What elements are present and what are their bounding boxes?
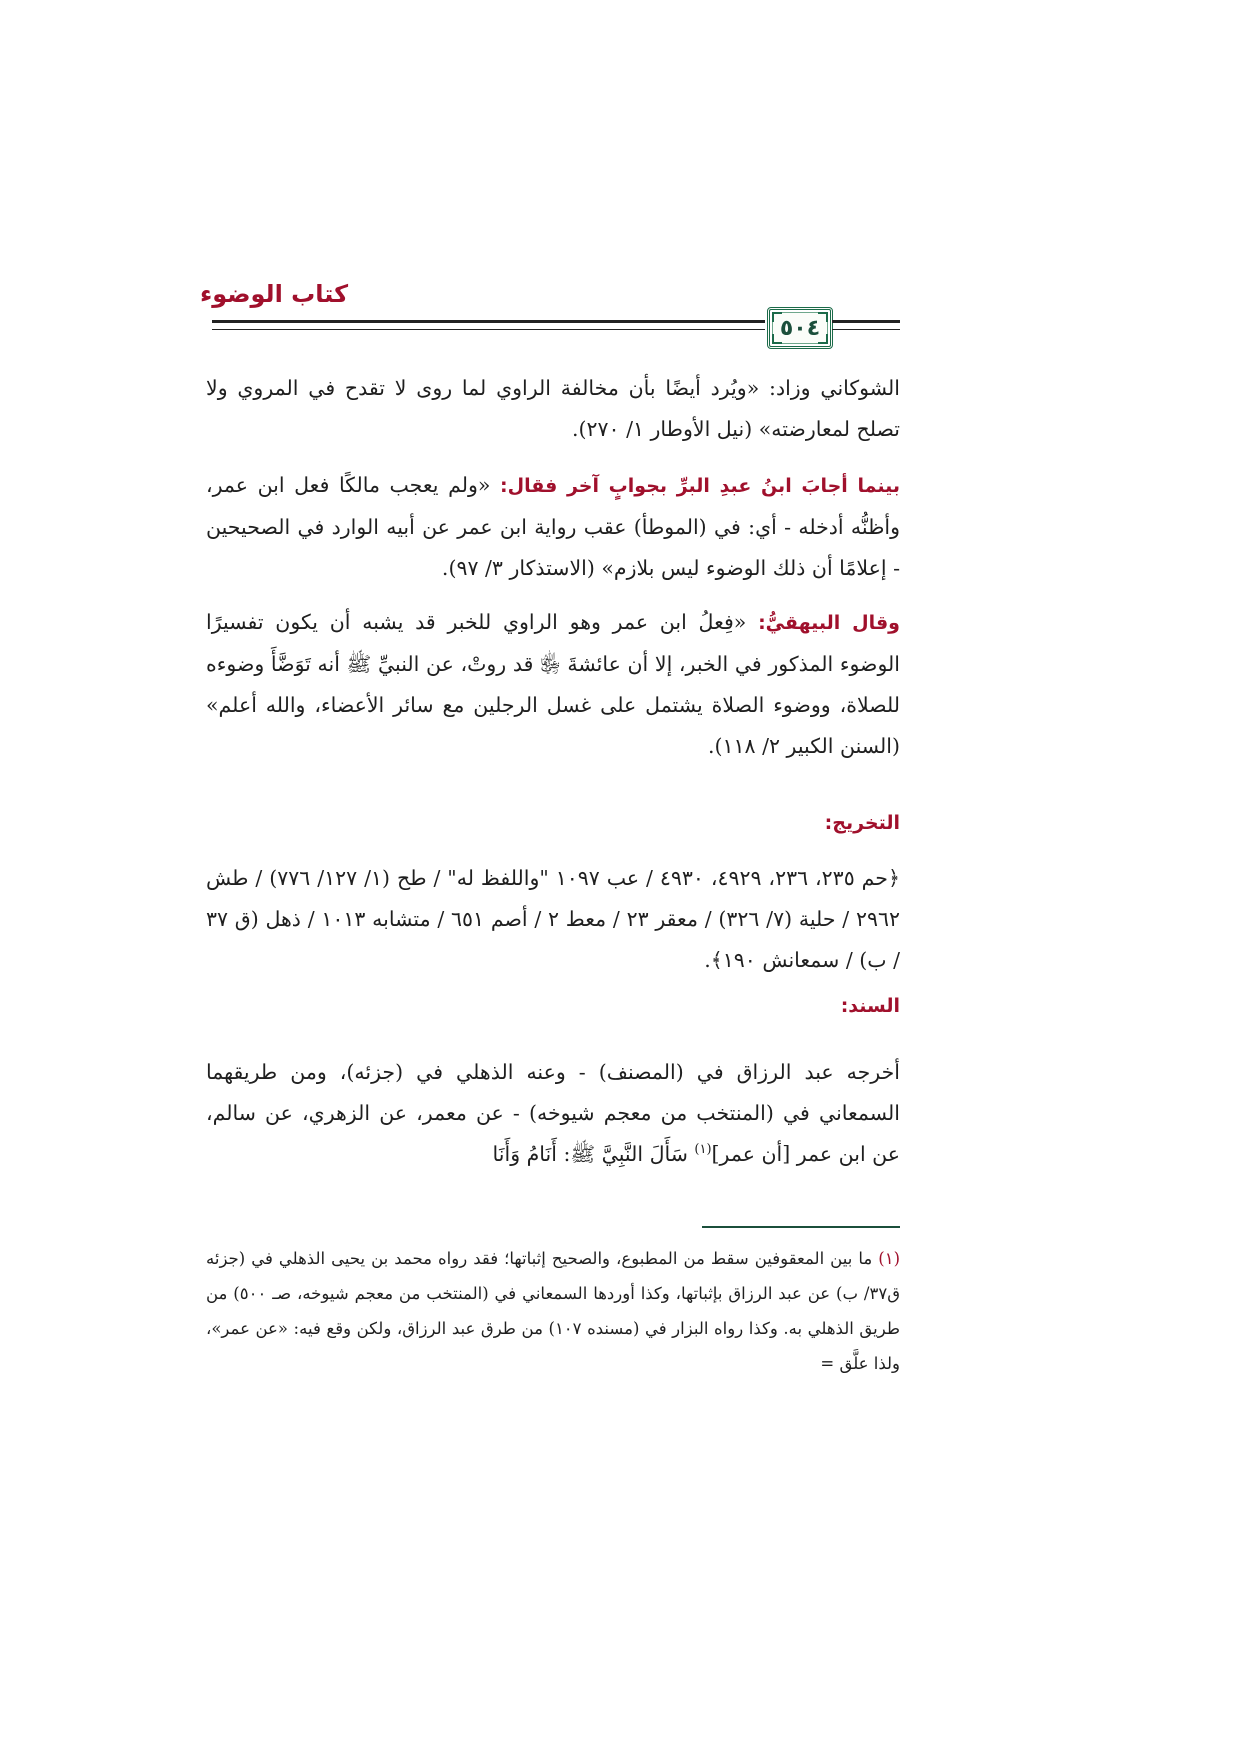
footnote-reference[interactable]: (١) [694, 1142, 712, 1158]
page-number: ٥٠٤ [779, 315, 821, 341]
paragraph-text: أخرجه عبد الرزاق في (المصنف) - وعنه الذهلي في (جزئه)، ومن طريقهما السمعاني في (المنتخب من معجم شيوخه) - عن معمر، عن الزهري، عن سالم، عن ابن عمر [أن عمر] [206, 1060, 900, 1166]
header-rule-left [212, 320, 765, 330]
book-title: كتاب الوضوء [200, 280, 349, 308]
header-rule-right [832, 320, 900, 330]
sanad-heading: السند: [840, 995, 900, 1017]
footnote-separator [702, 1226, 900, 1228]
paragraph-lead: بينما أجابَ ابنُ عبدِ البرِّ بجوابٍ آخر فقال: [499, 475, 900, 497]
paragraph-text: «فِعلُ ابن عمر وهو الراوي للخبر قد يشبه أن يكون تفسيرًا الوضوء المذكور في الخبر، إلا أن عائشةَ ﵂ قد روتْ، عن النبيِّ ﷺ أنه تَوَضَّأَ وضوءه للصلاة، ووضوء الصلاة يشتمل على غسل الرجلين مع سائر الأعضاء، والله أعلم» (السنن الكبير ٢/ ١١٨). [206, 610, 900, 758]
badge-ornament-corner [818, 334, 828, 344]
footnote-text: ما بين المعقوفين سقط من المطبوع، والصحيح إثباتها؛ فقد رواه محمد بن يحيى الذهلي في (جزئه ق٣٧/ ب) عن عبد الرزاق بإثباتها، وكذا أوردها السمعاني في (المنتخب من معجم شيوخه، صـ ٥٠٠) من طريق الذهلي به. وكذا رواه البزار في (مسنده ١٠٧) من طرق عبد الرزاق، ولكن وقع فيه: «عن عمر»، ولذا علَّق = [206, 1249, 900, 1373]
paragraph-lead: وقال البيهقيُّ: [758, 612, 900, 634]
paragraph-text: «ولم يعجب مالكًا فعل ابن عمر، وأظنُّه أدخله - أي: في (الموطأ) عقب رواية ابن عمر عن أبيه الوارد في الصحيحين - إعلامًا أن ذلك الوضوء ليس بلازم» (الاستذكار ٣/ ٩٧). [206, 473, 900, 580]
footnote [206, 1241, 900, 1381]
badge-ornament-corner [772, 334, 782, 344]
takhrij-heading: التخريج: [824, 812, 900, 834]
takhrij-text [206, 858, 900, 981]
footnote-number: (١) [878, 1249, 900, 1268]
badge-ornament-corner [818, 312, 828, 322]
paragraph-ibn-abd-al-barr [206, 465, 900, 589]
paragraph-shawkani [206, 368, 900, 450]
paragraph-text: سَأَلَ النَّبِيَّ ﷺ: أَنَامُ وَأَنَا [492, 1142, 695, 1166]
paragraph-text: ﴿حم ٢٣٥، ٢٣٦، ٤٩٢٩، ٤٩٣٠ / عب ١٠٩٧ "واللفظ له" / طح (١/ ١٢٧/ ٧٧٦) / طش ٢٩٦٢ / حلية (٧/ ٣٢٦) / معقر ٢٣ / معط ٢ / أصم ٦٥١ / متشابه ١٠١٣ / ذهل (ق ٣٧ / ب) / سمعانش ١٩٠﴾. [206, 866, 900, 972]
paragraph-bayhaqi [206, 602, 900, 767]
sanad-paragraph [206, 1052, 900, 1175]
page-number-badge [767, 307, 833, 349]
badge-ornament-corner [772, 312, 782, 322]
paragraph-text: الشوكاني وزاد: «ويُرد أيضًا بأن مخالفة الراوي لما روى لا تقدح في المروي ولا تصلح لمعارضته» (نيل الأوطار ١/ ٢٧٠). [206, 376, 900, 441]
